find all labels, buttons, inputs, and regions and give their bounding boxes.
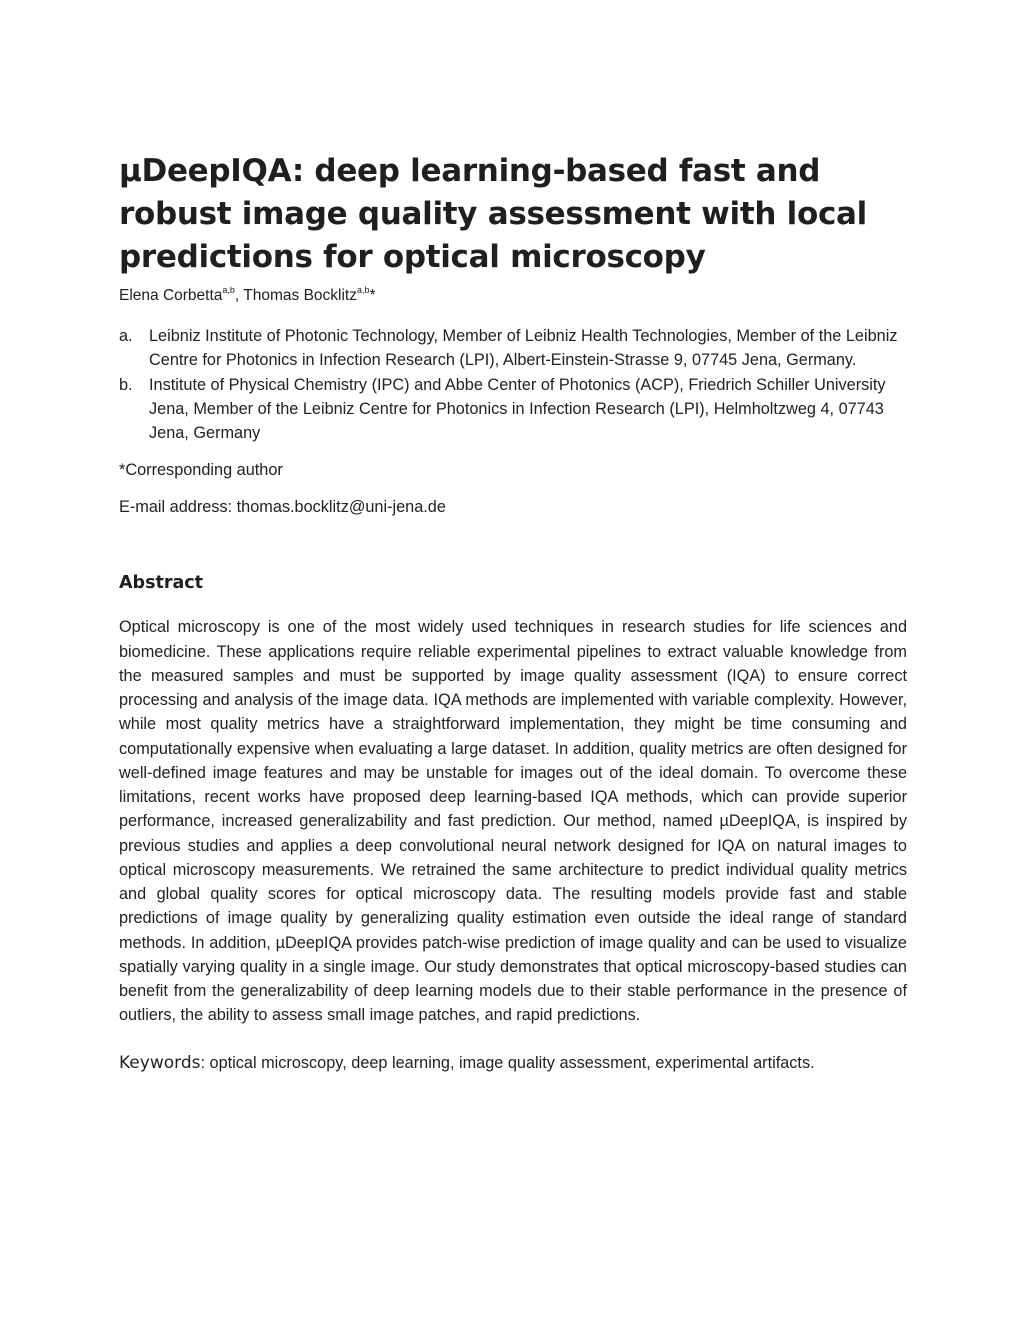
affiliation-marker: b. <box>119 375 133 394</box>
affiliation-list <box>119 324 907 445</box>
affiliation-marker: a. <box>119 327 133 345</box>
author-list <box>119 285 907 307</box>
affiliation-text: Institute of Physical Chemistry (IPC) and Abbe Center of Photonics (ACP), Friedrich Schiller University Jena, Member of the Leibniz Centre for Photonics in Infection Research (LPI), Helmholtzweg 4, 07743 Jena, Germany <box>149 375 886 443</box>
affiliation-item <box>119 373 907 446</box>
author-name: Elena Corbetta <box>119 287 223 304</box>
affiliation-item <box>119 324 907 373</box>
keywords-text: : optical microscopy, deep learning, image quality assessment, experimental artifacts. <box>200 1053 815 1072</box>
paper-title: µDeepIQA: deep learning-based fast and robust image quality assessment with local predictions for optical microscopy <box>119 153 867 275</box>
abstract-heading: Abstract <box>119 573 204 594</box>
keywords-line <box>119 1051 907 1075</box>
corresponding-marker: * <box>369 287 376 304</box>
author-affiliation-marker: a,b <box>356 285 370 295</box>
author-separator: , <box>234 287 244 304</box>
email-address: E-mail address: thomas.bocklitz@uni-jena.de <box>119 498 446 517</box>
corresponding-author-note: *Corresponding author <box>119 461 283 480</box>
author-name: Thomas Bocklitz <box>243 287 357 304</box>
paper-page <box>119 150 907 1075</box>
abstract-body: Optical microscopy is one of the most widely used techniques in research studies for life sciences and biomedicine. These applications require reliable experimental pipelines to extract valuable knowledge from the measured samples and must be supported by image quality assessment (IQA) to ensure correct processing and analysis of the image data. IQA methods are implemented with variable complexity. However, while most quality metrics have a straightforward implementation, they might be time consuming and computationally expensive when evaluating a large dataset. In addition, quality metrics are often designed for well-defined image features and may be unstable for images out of the ideal domain. To overcome these limitations, recent works have proposed deep learning-based IQA methods, which can provide superior performance, increased generalizability and fast prediction. Our method, named µDeepIQA, is inspired by previous studies and applies a deep convolutional neural network designed for IQA on natural images to optical microscopy measurements. We retrained the same architecture to predict individual quality metrics and global quality scores for optical microscopy data. The resulting models provide fast and stable predictions of image quality by generalizing quality estimation even outside the ideal range of standard methods. In addition, µDeepIQA provides patch-wise prediction of image quality and can be used to visualize spatially varying quality in a single image. Our study demonstrates that optical microscopy-based studies can benefit from the generalizability of deep learning models due to their stable performance in the presence of outliers, the ability to assess small image patches, and rapid predictions. <box>119 618 907 1025</box>
keywords-label: Keywords <box>119 1052 201 1073</box>
affiliation-text: Leibniz Institute of Photonic Technology, Member of Leibniz Health Technologies, Member of the Leibniz Centre for Photonics in Infection Research (LPI), Albert-Einstein-Strasse 9, 07745 Jena, Germany. <box>149 327 898 370</box>
author-affiliation-marker: a,b <box>222 285 235 295</box>
